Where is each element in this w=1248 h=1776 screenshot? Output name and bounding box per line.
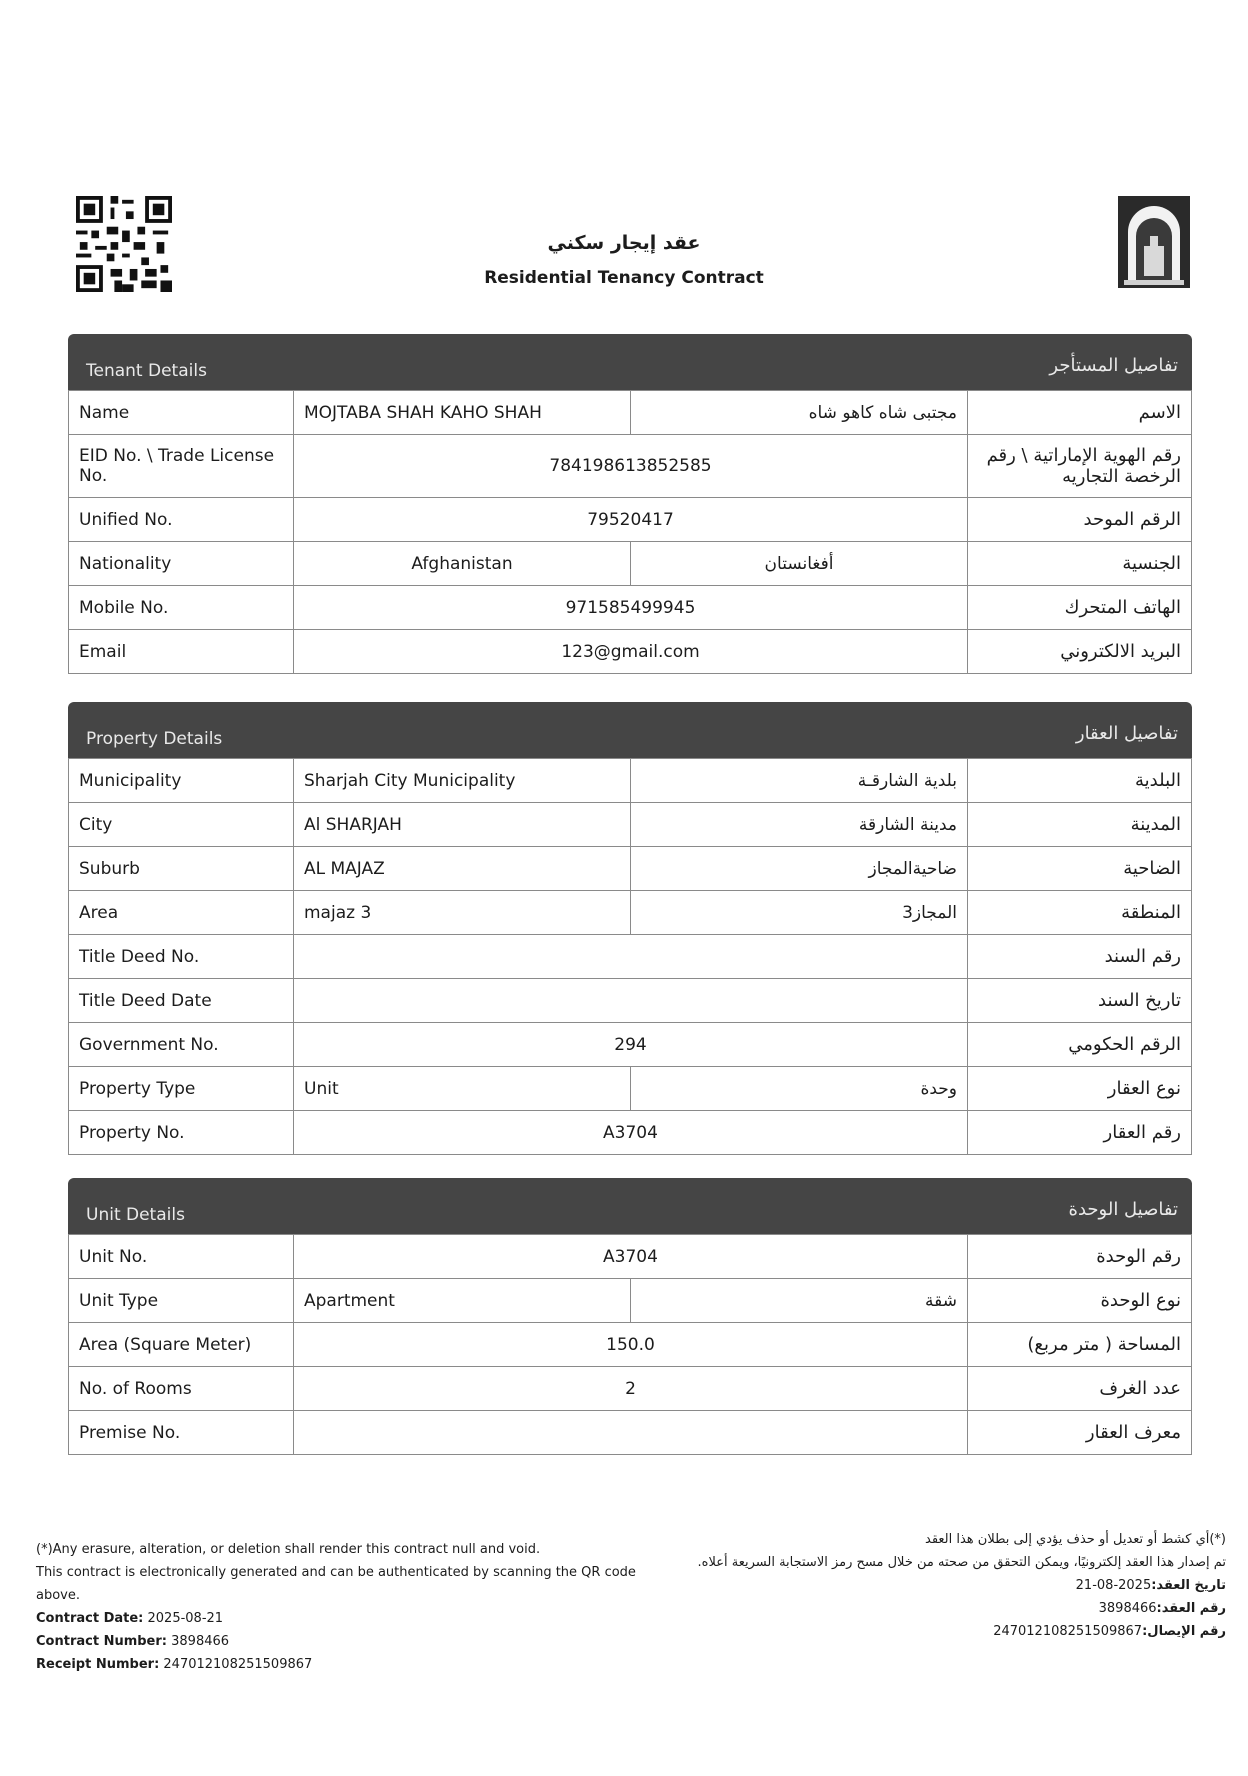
- label-en: Area (Square Meter): [69, 1323, 294, 1367]
- label-en: No. of Rooms: [69, 1367, 294, 1411]
- label-en: Property Type: [69, 1067, 294, 1111]
- value: [294, 979, 968, 1023]
- label-ar: المدينة: [968, 803, 1192, 847]
- table-row: [69, 847, 1192, 891]
- value: [294, 935, 968, 979]
- label-en: EID No. \ Trade License No.: [69, 435, 294, 498]
- label-en: Mobile No.: [69, 586, 294, 630]
- contract-number-value: 3898466: [171, 1634, 230, 1649]
- label-ar: عدد الغرف: [968, 1367, 1192, 1411]
- label-en: Suburb: [69, 847, 294, 891]
- label-ar: الضاحية: [968, 847, 1192, 891]
- value: 971585499945: [294, 586, 968, 630]
- unit-table: [68, 1234, 1192, 1455]
- value-en: AL MAJAZ: [294, 847, 631, 891]
- section-title-ar: تفاصيل الوحدة: [1068, 1199, 1178, 1220]
- value-en: majaz 3: [294, 891, 631, 935]
- value-ar: مدينة الشارقة: [631, 803, 968, 847]
- label-ar: رقم السند: [968, 935, 1192, 979]
- value: 784198613852585: [294, 435, 968, 498]
- label-en: Property No.: [69, 1111, 294, 1155]
- value: A3704: [294, 1111, 968, 1155]
- value-en: Al SHARJAH: [294, 803, 631, 847]
- property-table: [68, 758, 1192, 1155]
- label-ar: المساحة ( متر مربع): [968, 1323, 1192, 1367]
- value-ar: ضاحيةالمجاز: [631, 847, 968, 891]
- footer-arabic: [636, 1528, 1226, 1643]
- label-ar: رقم الوحدة: [968, 1235, 1192, 1279]
- label-ar: البريد الالكتروني: [968, 630, 1192, 674]
- contract-date-line-ar: [636, 1574, 1226, 1597]
- table-row: [69, 1367, 1192, 1411]
- label-en: Name: [69, 391, 294, 435]
- table-row: [69, 586, 1192, 630]
- label-en: Email: [69, 630, 294, 674]
- section-header: [68, 1178, 1192, 1234]
- contract-number-value-ar: 3898466: [1098, 1601, 1157, 1616]
- label-ar: معرف العقار: [968, 1411, 1192, 1455]
- table-row: [69, 391, 1192, 435]
- contract-date-label-ar: تاريخ العقد:: [1151, 1578, 1226, 1593]
- table-row: [69, 1111, 1192, 1155]
- value-en: Afghanistan: [294, 542, 631, 586]
- value-ar: بلدية الشارقـة: [631, 759, 968, 803]
- table-row: [69, 1323, 1192, 1367]
- value: 123@gmail.com: [294, 630, 968, 674]
- value-ar: وحدة: [631, 1067, 968, 1111]
- table-row: [69, 1067, 1192, 1111]
- contract-number-line: [36, 1630, 636, 1653]
- label-en: Unit Type: [69, 1279, 294, 1323]
- table-row: [69, 1279, 1192, 1323]
- table-row: [69, 1411, 1192, 1455]
- table-row: [69, 891, 1192, 935]
- table-row: [69, 759, 1192, 803]
- value: A3704: [294, 1235, 968, 1279]
- label-ar: الجنسية: [968, 542, 1192, 586]
- contract-date-label: Contract Date:: [36, 1611, 144, 1626]
- value: 2: [294, 1367, 968, 1411]
- contract-number-label-ar: رقم العقد:: [1156, 1601, 1226, 1616]
- label-ar: المنطقة: [968, 891, 1192, 935]
- title-english: Residential Tenancy Contract: [484, 268, 764, 288]
- receipt-number-label: Receipt Number:: [36, 1657, 160, 1672]
- footer-note-erasure: (*)Any erasure, alteration, or deletion shall render this contract null and void.: [36, 1542, 541, 1557]
- receipt-number-line-ar: [636, 1620, 1226, 1643]
- contract-number-label: Contract Number:: [36, 1634, 167, 1649]
- label-en: Nationality: [69, 542, 294, 586]
- label-ar: الاسم: [968, 391, 1192, 435]
- receipt-number-label-ar: رقم الإيصال:: [1142, 1624, 1226, 1639]
- property-details-section: [68, 702, 1192, 1155]
- footer-note-erasure-ar: (*)أي كشط أو تعديل أو حذف يؤدي إلى بطلان هذا العقد: [925, 1532, 1226, 1547]
- table-row: [69, 1235, 1192, 1279]
- value: 294: [294, 1023, 968, 1067]
- label-ar: تاريخ السند: [968, 979, 1192, 1023]
- section-title-en: Unit Details: [86, 1205, 185, 1225]
- label-ar: نوع الوحدة: [968, 1279, 1192, 1323]
- table-row: [69, 435, 1192, 498]
- value-ar: مجتبى شاه كاهو شاه: [631, 391, 968, 435]
- table-row: [69, 498, 1192, 542]
- table-row: [69, 935, 1192, 979]
- value-en: Apartment: [294, 1279, 631, 1323]
- section-title-en: Tenant Details: [86, 361, 207, 381]
- contract-date-line: [36, 1607, 636, 1630]
- value: 150.0: [294, 1323, 968, 1367]
- value-en: Sharjah City Municipality: [294, 759, 631, 803]
- label-en: Area: [69, 891, 294, 935]
- label-ar: الرقم الحكومي: [968, 1023, 1192, 1067]
- receipt-number-value-ar: 247012108251509867: [993, 1624, 1143, 1639]
- value-ar: أفغانستان: [631, 542, 968, 586]
- title-arabic: عقد إيجار سكني: [547, 232, 701, 254]
- label-en: Unified No.: [69, 498, 294, 542]
- receipt-number-line: [36, 1653, 636, 1676]
- value: 79520417: [294, 498, 968, 542]
- tenant-table: [68, 390, 1192, 674]
- label-ar: رقم الهوية الإماراتية \ رقم الرخصة التجاريه: [968, 435, 1192, 498]
- contract-date-value: 2025-08-21: [147, 1611, 224, 1626]
- section-header: [68, 702, 1192, 758]
- value-ar: المجاز3: [631, 891, 968, 935]
- label-en: City: [69, 803, 294, 847]
- section-title-en: Property Details: [86, 729, 223, 749]
- label-ar: البلدية: [968, 759, 1192, 803]
- table-row: [69, 803, 1192, 847]
- value-ar: شقة: [631, 1279, 968, 1323]
- tenant-details-section: [68, 334, 1192, 674]
- section-header: [68, 334, 1192, 390]
- table-row: [69, 630, 1192, 674]
- label-en: Unit No.: [69, 1235, 294, 1279]
- label-ar: نوع العقار: [968, 1067, 1192, 1111]
- contract-date-value-ar: 2025-08-21: [1075, 1578, 1152, 1593]
- label-en: Government No.: [69, 1023, 294, 1067]
- table-row: [69, 979, 1192, 1023]
- label-ar: رقم العقار: [968, 1111, 1192, 1155]
- value-en: MOJTABA SHAH KAHO SHAH: [294, 391, 631, 435]
- footer-english: [36, 1538, 636, 1676]
- label-en: Title Deed No.: [69, 935, 294, 979]
- value: [294, 1411, 968, 1455]
- label-en: Premise No.: [69, 1411, 294, 1455]
- contract-number-line-ar: [636, 1597, 1226, 1620]
- table-row: [69, 542, 1192, 586]
- label-en: Municipality: [69, 759, 294, 803]
- label-ar: الرقم الموحد: [968, 498, 1192, 542]
- section-title-ar: تفاصيل المستأجر: [1049, 355, 1178, 376]
- label-en: Title Deed Date: [69, 979, 294, 1023]
- label-ar: الهاتف المتحرك: [968, 586, 1192, 630]
- unit-details-section: [68, 1178, 1192, 1455]
- section-title-ar: تفاصيل العقار: [1075, 723, 1178, 744]
- value-en: Unit: [294, 1067, 631, 1111]
- table-row: [69, 1023, 1192, 1067]
- receipt-number-value: 247012108251509867: [163, 1657, 313, 1672]
- footer-note-electronic: This contract is electronically generated and can be authenticated by scanning the QR code above.: [36, 1565, 636, 1603]
- footer-note-electronic-ar: تم إصدار هذا العقد إلكترونيًا، ويمكن التحقق من صحته من خلال مسح رمز الاستجابة السريعة أعلاه.: [697, 1555, 1226, 1570]
